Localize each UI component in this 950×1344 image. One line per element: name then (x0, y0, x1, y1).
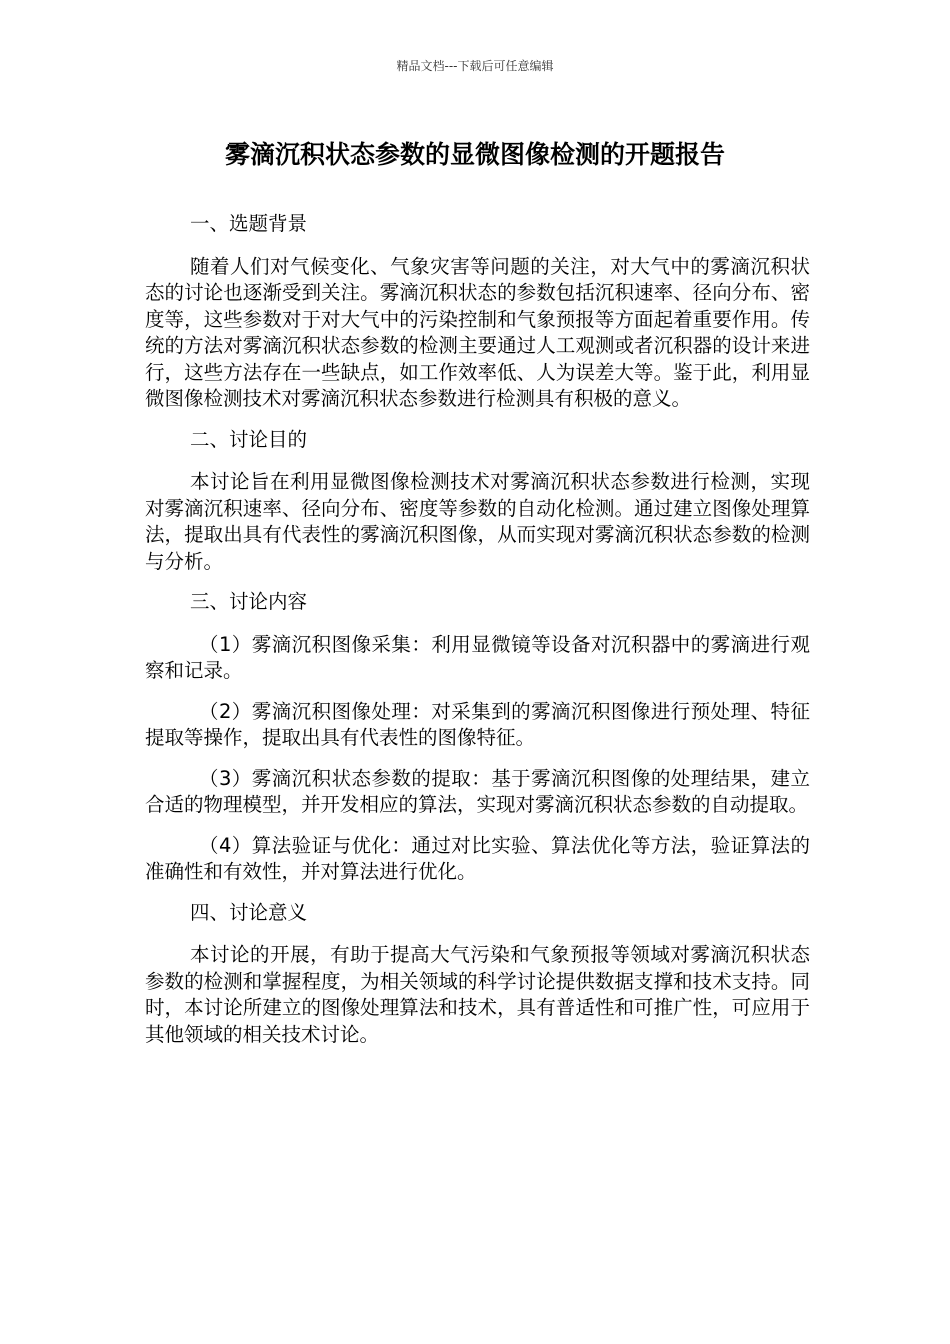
section-heading-content: 三、讨论内容 (190, 590, 308, 613)
content-item-3: （3）雾滴沉积状态参数的提取：基于雾滴沉积图像的处理结果，建立合适的物理模型，并开发相应的算法，实现对雾滴沉积状态参数的自动提取。 (145, 766, 810, 816)
section-heading-purpose: 二、讨论目的 (190, 427, 308, 451)
section-heading-background: 一、选题背景 (190, 212, 308, 235)
content-item-1: （1）雾滴沉积图像采集：利用显微镜等设备对沉积器中的雾滴进行观察和记录。 (145, 632, 810, 682)
document-body (145, 211, 810, 1062)
purpose-paragraph: 本讨论旨在利用显微图像检测技术对雾滴沉积状态参数进行检测，实现对雾滴沉积速率、径向分布、密度等参数的自动化检测。通过建立图像处理算法，提取出具有代表性的雾滴沉积图像，从而实现对雾滴沉积状态参数的检测与分析。 (145, 470, 810, 573)
significance-paragraph: 本讨论的开展，有助于提高大气污染和气象预报等领域对雾滴沉积状态参数的检测和掌握程度，为相关领域的科学讨论提供数据支撑和技术支持。同时，本讨论所建立的图像处理算法和技术，具有普适性和可推广性，可应用于其他领域的相关技术讨论。 (145, 943, 810, 1046)
content-item-2: （2）雾滴沉积图像处理：对采集到的雾滴沉积图像进行预处理、特征提取等操作，提取出具有代表性的图像特征。 (145, 699, 810, 749)
header-note: 精品文档---下载后可任意编辑 (396, 59, 554, 73)
page-title: 雾滴沉积状态参数的显微图像检测的开题报告 (224, 140, 725, 169)
section-heading-significance: 四、讨论意义 (190, 900, 308, 924)
content-item-4: （4）算法验证与优化：通过对比实验、算法优化等方法，验证算法的准确性和有效性，并对算法进行优化。 (145, 833, 810, 883)
background-paragraph: 随着人们对气候变化、气象灾害等问题的关注，对大气中的雾滴沉积状态的讨论也逐渐受到关注。雾滴沉积状态的参数包括沉积速率、径向分布、密度等，这些参数对于对大气中的污染控制和气象预报等方面起着重要作用。传统的方法对雾滴沉积状态参数的检测主要通过人工观测或者沉积器的设计来进行，这些方法存在一些缺点，如工作效率低、人为误差大等。鉴于此，利用显微图像检测技术对雾滴沉积状态参数进行检测具有积极的意义。 (145, 254, 810, 410)
